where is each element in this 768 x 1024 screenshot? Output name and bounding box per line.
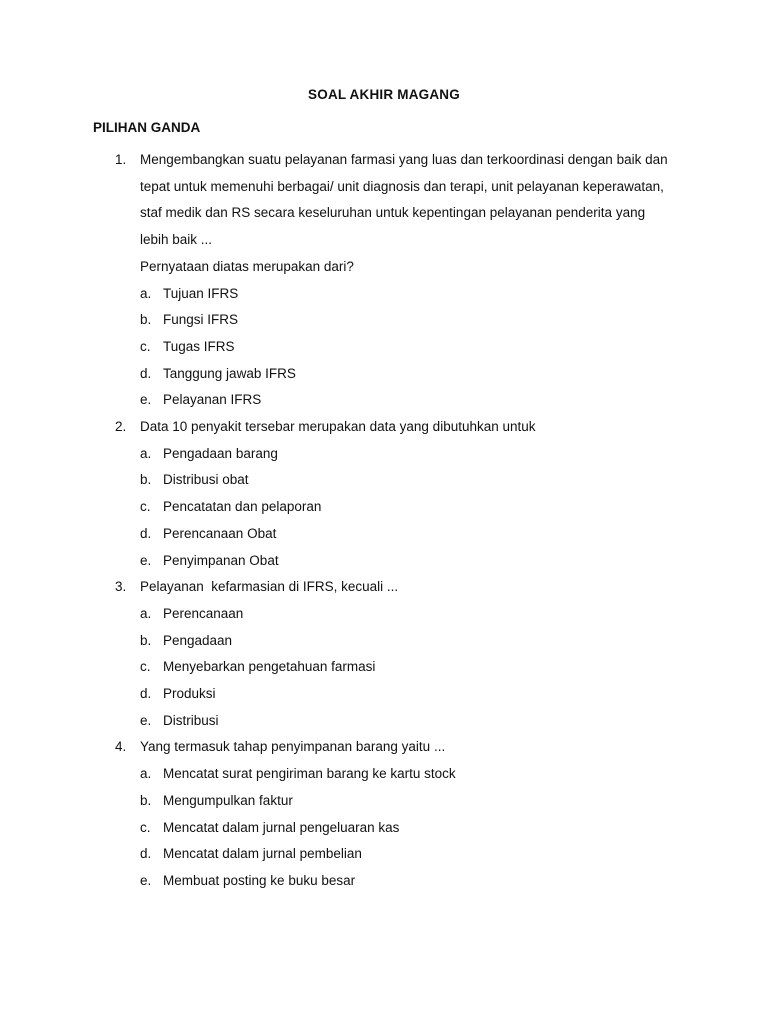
option-item — [140, 601, 675, 628]
option-text: Tujuan IFRS — [163, 285, 239, 301]
option-text: Fungsi IFRS — [163, 312, 239, 328]
option-letter: d. — [140, 686, 152, 702]
option-item — [140, 681, 675, 708]
option-item — [140, 281, 675, 308]
option-item — [140, 708, 675, 735]
question-number: 1. — [115, 152, 127, 167]
option-text: Distribusi — [163, 712, 219, 728]
option-item — [140, 788, 675, 815]
option-item — [140, 387, 675, 414]
option-letter: d. — [140, 846, 152, 862]
option-letter: e. — [140, 872, 152, 888]
option-letter: e. — [140, 392, 152, 408]
question-number: 4. — [115, 739, 127, 755]
option-letter: e. — [140, 552, 152, 568]
question-prompt: Pernyataan diatas merupakan dari? — [140, 258, 354, 274]
option-text: Mencatat dalam jurnal pembelian — [163, 846, 362, 862]
option-text: Produksi — [163, 686, 216, 702]
option-text: Perencanaan — [163, 605, 244, 621]
option-item — [140, 628, 675, 655]
option-text: Pengadaan barang — [163, 445, 278, 461]
question-text: Yang termasuk tahap penyimpanan barang yaitu ... — [140, 739, 446, 755]
option-item — [140, 868, 675, 895]
option-item — [140, 494, 675, 521]
document-title: SOAL AKHIR MAGANG — [308, 87, 460, 102]
option-letter: d. — [140, 525, 152, 541]
option-letter: a. — [140, 605, 152, 621]
option-letter: d. — [140, 365, 152, 381]
option-letter: b. — [140, 472, 152, 488]
option-item — [140, 841, 675, 868]
question-text: Pelayanan kefarmasian di IFRS, kecuali ... — [140, 579, 399, 595]
option-text: Mengumpulkan faktur — [163, 792, 293, 808]
option-item — [140, 307, 675, 334]
option-letter: e. — [140, 712, 152, 728]
option-text: Tanggung jawab IFRS — [163, 365, 296, 381]
option-item — [140, 654, 675, 681]
question-list — [115, 147, 675, 895]
question-item — [115, 734, 675, 894]
option-item — [140, 761, 675, 788]
option-text: Mencatat surat pengiriman barang ke kartu stock — [163, 766, 456, 782]
option-letter: b. — [140, 312, 152, 328]
option-item — [140, 441, 675, 468]
option-letter: c. — [140, 819, 151, 835]
option-letter: c. — [140, 659, 151, 675]
option-item — [140, 548, 675, 575]
option-item — [140, 334, 675, 361]
option-item — [140, 361, 675, 388]
option-text: Perencanaan Obat — [163, 525, 277, 541]
option-item — [140, 521, 675, 548]
option-letter: b. — [140, 792, 152, 808]
question-item — [115, 574, 675, 734]
option-letter: a. — [140, 285, 152, 301]
option-item — [140, 815, 675, 842]
option-letter: a. — [140, 445, 152, 461]
option-letter: c. — [140, 338, 151, 354]
option-text: Tugas IFRS — [163, 338, 235, 354]
option-letter: c. — [140, 499, 151, 515]
option-item — [140, 467, 675, 494]
question-item — [115, 414, 675, 574]
question-number: 2. — [115, 419, 127, 435]
question-text: Data 10 penyakit tersebar merupakan data yang dibutuhkan untuk — [140, 419, 536, 435]
question-number: 3. — [115, 579, 127, 595]
option-text: Pengadaan — [163, 632, 233, 648]
option-letter: b. — [140, 632, 152, 648]
question-text: Mengembangkan suatu pelayanan farmasi yang luas dan terkoordinasi dengan baik dan tepat untuk memenuhi berbagai/ unit diagnosis dan terapi, unit pelayanan keperawatan, staf medik dan RS secara keseluruhan untuk kepentingan pelayanan penderita yang lebih baik ... — [140, 152, 668, 248]
option-letter: a. — [140, 766, 152, 782]
option-text: Distribusi obat — [163, 472, 249, 488]
option-text: Menyebarkan pengetahuan farmasi — [163, 659, 376, 675]
option-text: Mencatat dalam jurnal pengeluaran kas — [163, 819, 400, 835]
option-text: Pelayanan IFRS — [163, 392, 262, 408]
option-text: Pencatatan dan pelaporan — [163, 499, 322, 515]
section-heading: PILIHAN GANDA — [93, 120, 201, 135]
option-text: Penyimpanan Obat — [163, 552, 279, 568]
question-item — [115, 147, 675, 414]
option-text: Membuat posting ke buku besar — [163, 872, 356, 888]
